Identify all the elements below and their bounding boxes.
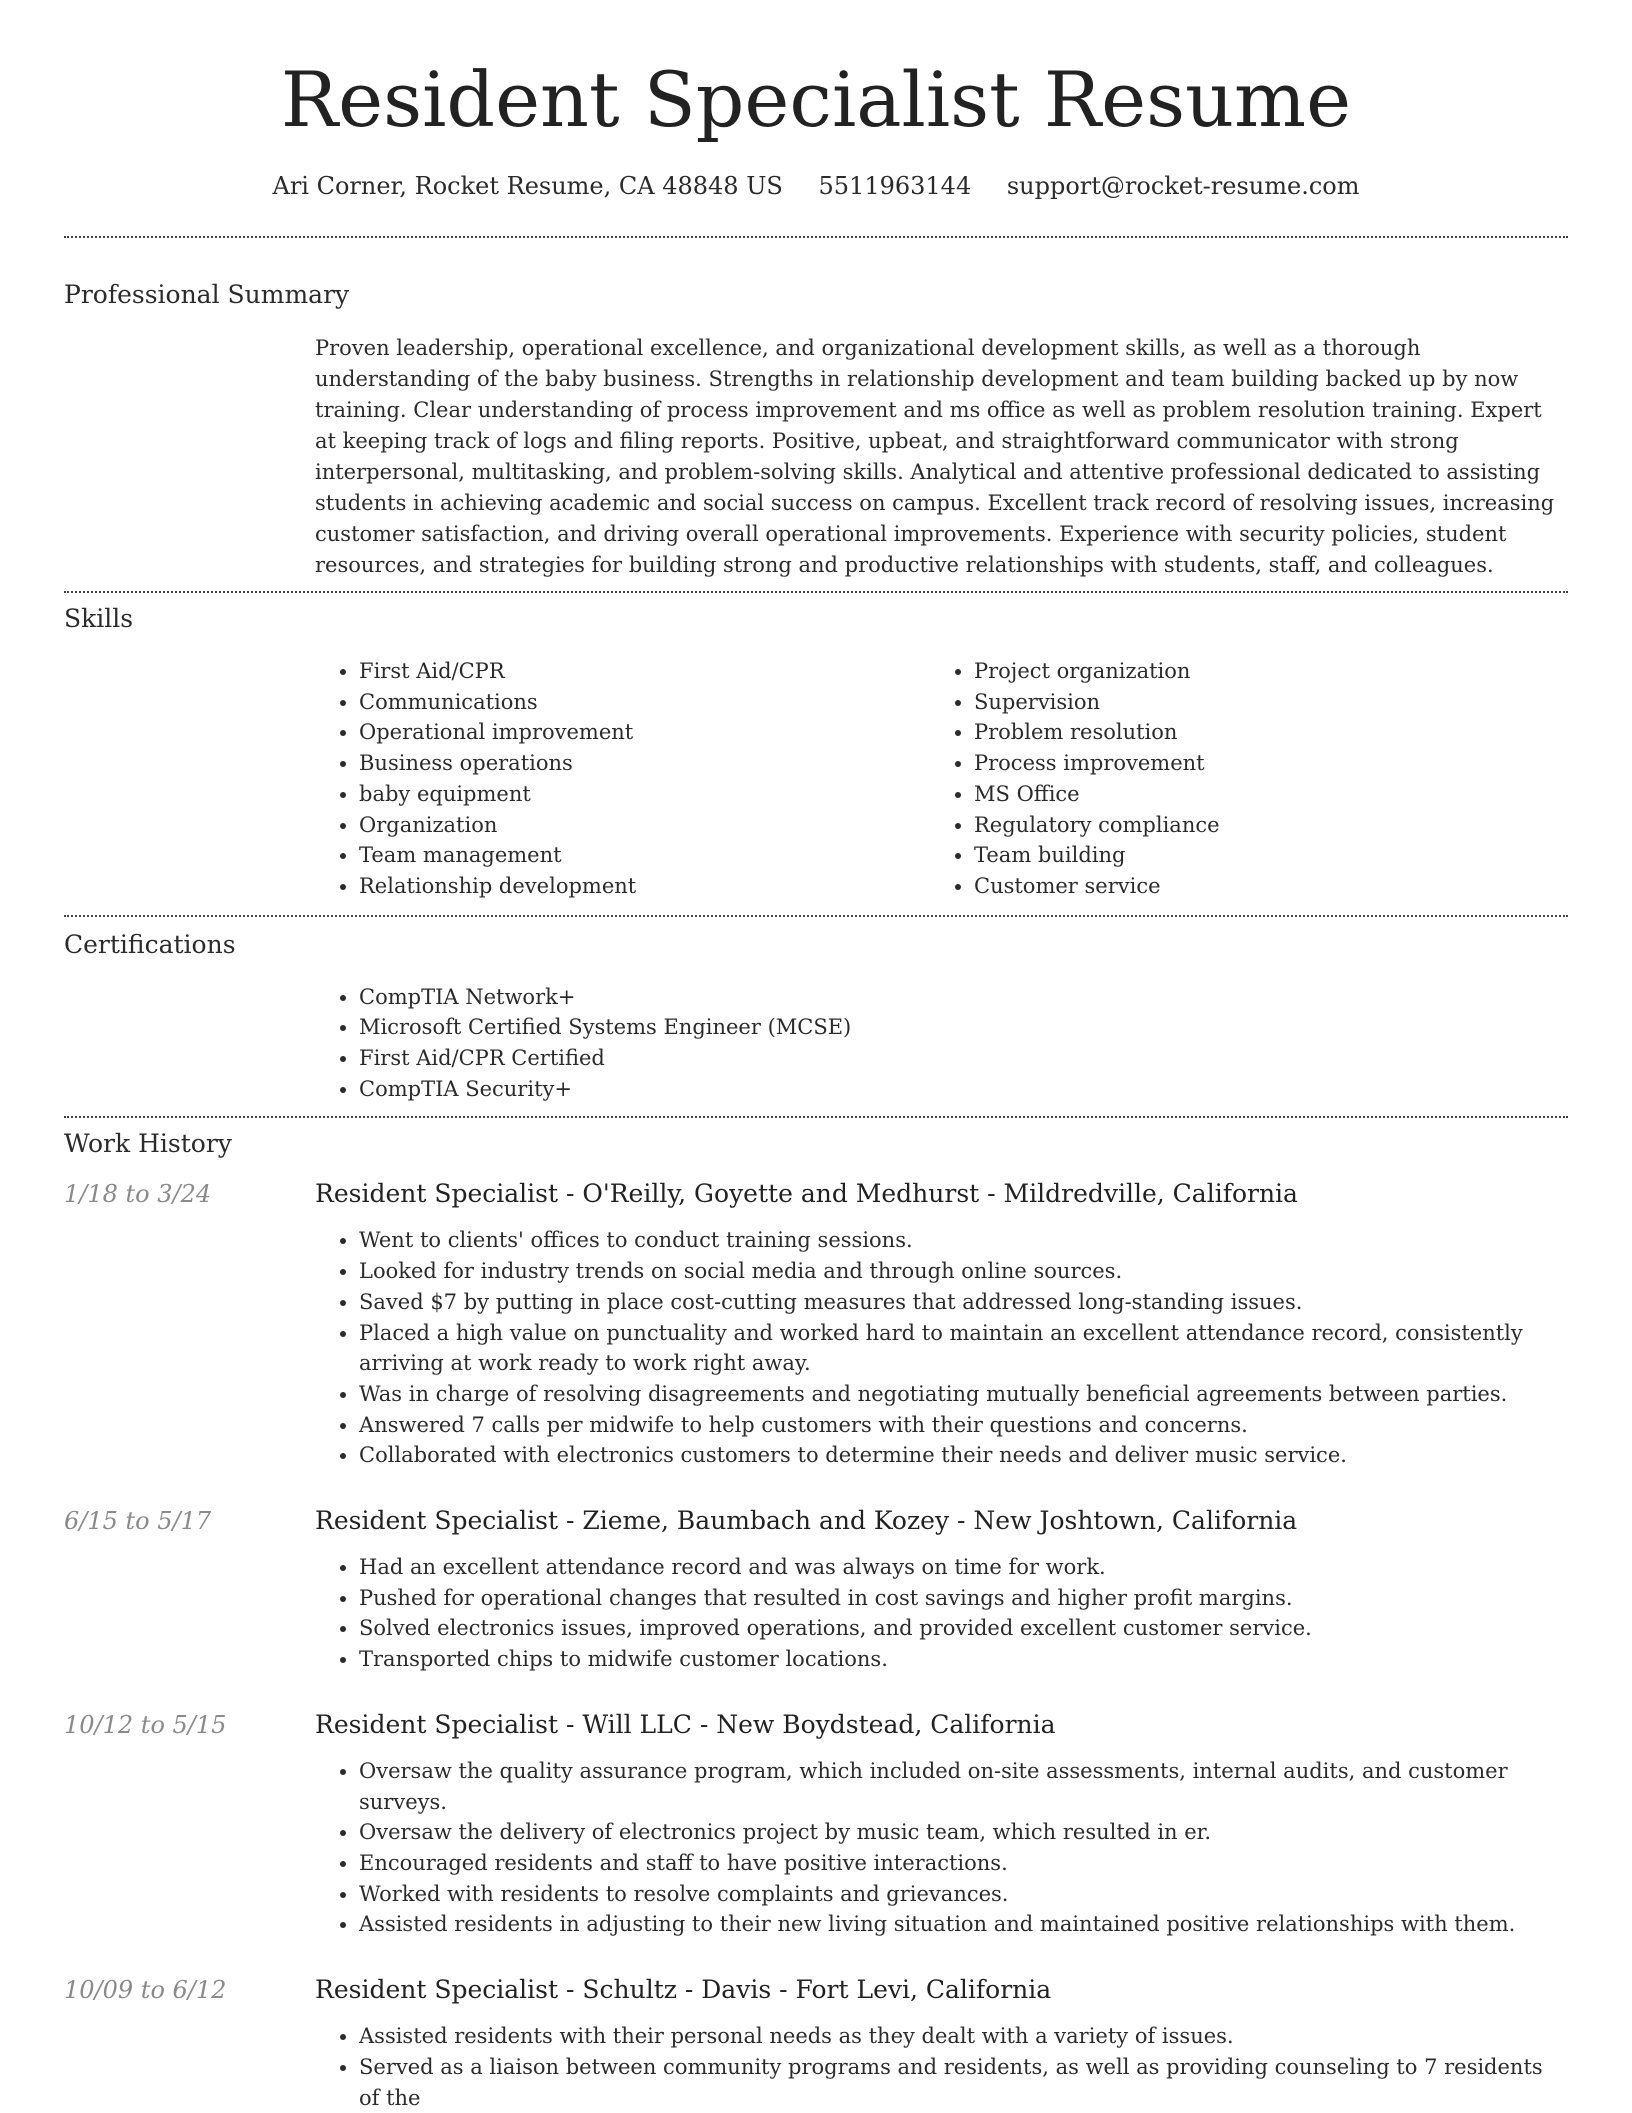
skills-columns [315,656,1568,902]
list-item: • Communications [359,687,930,718]
resume-title: Resident Specialist Resume [280,55,1352,144]
section-divider [64,1116,1568,1118]
summary-section [64,278,1568,581]
list-item: • Oversaw the quality assurance program, which included on-site assessments, internal audits, and customer surveys. [359,1756,1568,1817]
list-item: • MS Office [974,779,1545,810]
certifications-heading: Certifications [64,929,236,959]
list-item: • Business operations [359,748,930,779]
job-dates: 1/18 to 3/24 [64,1180,212,1209]
job-duties [315,1225,1568,1471]
list-item: • Solved electronics issues, improved operations, and provided excellent customer service. [359,1613,1568,1644]
job-duties-list [315,2021,1568,2113]
list-item: • baby equipment [359,779,930,810]
job-entry [64,1973,1568,2113]
job-entry [64,1504,1568,1675]
list-item: • Had an excellent attendance record and was always on time for work. [359,1552,1568,1583]
list-item: • Answered 7 calls per midwife to help customers with their questions and concerns. [359,1410,1568,1441]
summary-body [315,333,1568,581]
section-divider [64,915,1568,917]
work-history-section [64,1127,1568,2113]
list-item: • Oversaw the delivery of electronics project by music team, which resulted in er. [359,1817,1568,1848]
list-item: • Placed a high value on punctuality and worked hard to maintain an excellent attendance record, consistently arriving at work ready to work right away. [359,1318,1568,1379]
skills-list-left [315,656,930,902]
skills-section [64,602,1568,902]
list-item: • Supervision [974,687,1545,718]
list-item: • Pushed for operational changes that resulted in cost savings and higher profit margins. [359,1583,1568,1614]
list-item: • CompTIA Security+ [359,1074,1568,1105]
list-item: • Went to clients' offices to conduct training sessions. [359,1225,1568,1256]
list-item: • Encouraged residents and staff to have positive interactions. [359,1848,1568,1879]
job-title: Resident Specialist - Schultz - Davis - Fort Levi, California [315,1975,1052,2005]
contact-email: support@rocket-resume.com [1006,172,1360,200]
job-title: Resident Specialist - Zieme, Baumbach and Kozey - New Joshtown, California [315,1506,1298,1536]
list-item: • Problem resolution [974,717,1545,748]
skills-column-left [315,656,930,902]
list-item: • Assisted residents in adjusting to their new living situation and maintained positive relationships with them. [359,1909,1568,1940]
skills-column-right [930,656,1545,902]
section-divider [64,591,1568,593]
list-item: • Regulatory compliance [974,810,1545,841]
list-item: • First Aid/CPR [359,656,930,687]
list-item: • Collaborated with electronics customers to determine their needs and deliver music service. [359,1440,1568,1471]
job-duties-list [315,1756,1568,1940]
job-title: Resident Specialist - O'Reilly, Goyette and Medhurst - Mildredville, California [315,1179,1298,1209]
certifications-body [315,982,1568,1105]
list-item: • Customer service [974,871,1545,902]
job-dates: 10/09 to 6/12 [64,1976,227,2005]
job-duties [315,1756,1568,1940]
list-item: • Was in charge of resolving disagreements and negotiating mutually beneficial agreements between parties. [359,1379,1568,1410]
list-item: • Organization [359,810,930,841]
resume-page [64,0,1568,2113]
list-item: • Looked for industry trends on social media and through online sources. [359,1256,1568,1287]
list-item: • Assisted residents with their personal needs as they dealt with a variety of issues. [359,2021,1568,2052]
work-history-list [64,1177,1568,2113]
list-item: • Worked with residents to resolve complaints and grievances. [359,1879,1568,1910]
job-title: Resident Specialist - Will LLC - New Boydstead, California [315,1709,1056,1739]
skills-list-right [930,656,1545,902]
section-divider [64,236,1568,238]
job-duties-list [315,1225,1568,1471]
job-duties [315,1552,1568,1675]
work-history-heading: Work History [64,1129,232,1159]
list-item: • Relationship development [359,871,930,902]
summary-text: Proven leadership, operational excellence, and organizational development skills, as well as a thorough understanding of the baby business. Strengths in relationship development and team building backed up by now training. Clear understanding of process improvement and ms office as well as problem resolution training. Expert at keeping track of logs and filing reports. Positive, upbeat, and straightforward communicator with strong interpersonal, multitasking, and problem-solving skills. Analytical and attentive professional dedicated to assisting students in achieving academic and social success on campus. Excellent track record of resolving issues, increasing customer satisfaction, and driving overall operational improvements. Experience with security policies, student resources, and strategies for building strong and productive relationships with students, staff, and colleagues. [315,336,1555,577]
summary-heading: Professional Summary [64,280,350,309]
job-dates: 10/12 to 5/15 [64,1710,227,1739]
list-item: • Team building [974,840,1545,871]
list-item: • Served as a liaison between community programs and residents, as well as providing counseling to 7 residents of the [359,2052,1568,2113]
list-item: • Microsoft Certified Systems Engineer (MCSE) [359,1012,1568,1043]
contact-phone: 5511963144 [818,172,972,200]
contact-address: Ari Corner, Rocket Resume, CA 48848 US [272,172,783,200]
job-duties [315,2021,1568,2113]
skills-heading: Skills [64,604,134,633]
job-entry [64,1708,1568,1940]
certifications-list [315,982,1568,1105]
list-item: • CompTIA Network+ [359,982,1568,1013]
list-item: • Operational improvement [359,717,930,748]
job-entry [64,1177,1568,1471]
list-item: • Transported chips to midwife customer locations. [359,1644,1568,1675]
job-dates: 6/15 to 5/17 [64,1507,212,1536]
list-item: • Team management [359,840,930,871]
list-item: • First Aid/CPR Certified [359,1043,1568,1074]
job-duties-list [315,1552,1568,1675]
list-item: • Process improvement [974,748,1545,779]
certifications-section [64,928,1568,1105]
list-item: • Project organization [974,656,1545,687]
contact-line [64,170,1568,202]
list-item: • Saved $7 by putting in place cost-cutting measures that addressed long-standing issues. [359,1287,1568,1318]
